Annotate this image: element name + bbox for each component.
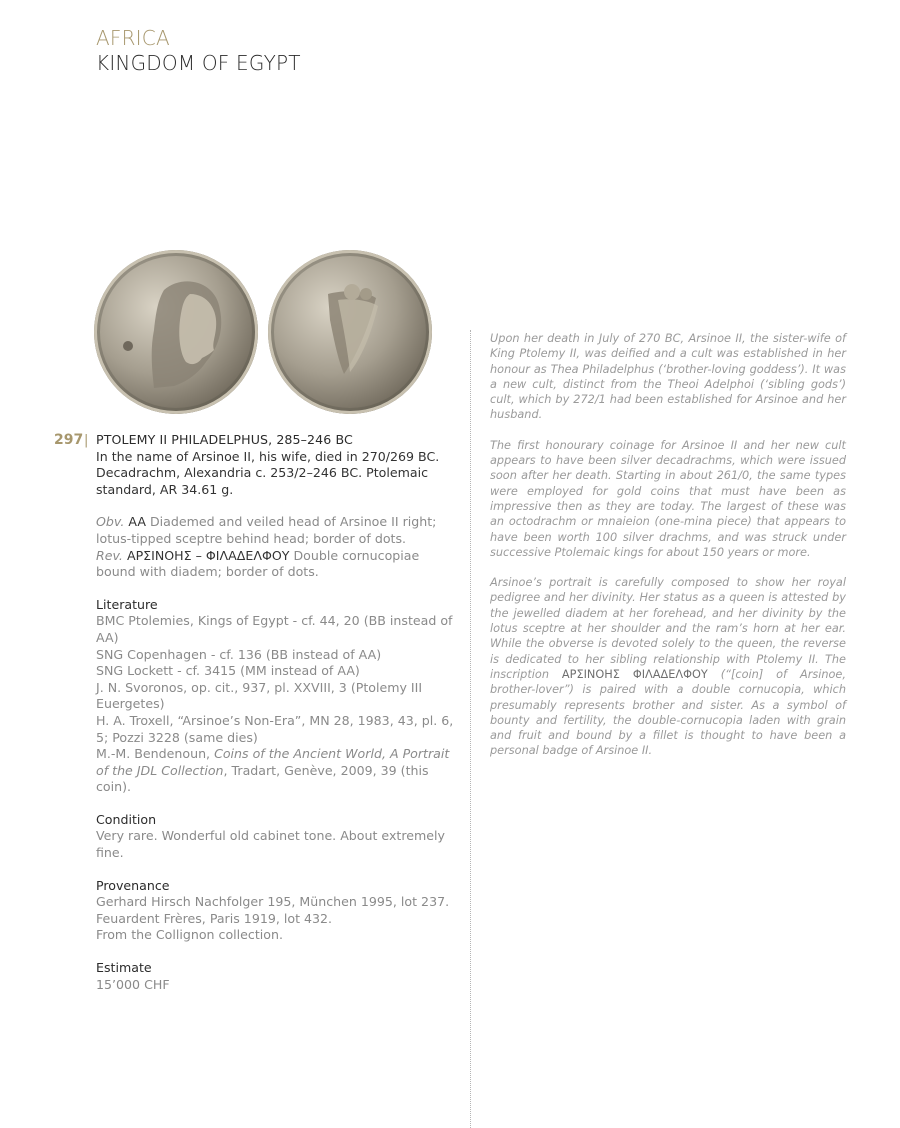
literature-entry-last [96,746,454,796]
literature-entry: BMC Ptolemies, Kings of Egypt - cf. 44, 20 (BB instead of AA) [96,613,453,645]
reverse-label: Rev. [96,547,123,563]
commentary-paragraph-2: The first honourary coinage for Arsinoe II and her new cult appears to have been silver decadrachms, which were issued soon after her death. Starting in about 261/0, the same types were employed for gold coins that must have been as impressive then as they are today. The largest of these was an octodrachm or mnaieion (one-mina piece) that appears to have been worth 100 silver drachms, and was struck under successive Ptolemaic kings for about 150 years or more. [490,438,846,559]
lot-number: 297 [54,432,84,448]
literature-entry: SNG Lockett - cf. 3415 (MM instead of AA) [96,663,360,679]
literature-entry: J. N. Svoronos, op. cit., 937, pl. XXVIII, 3 (Ptolemy III Euergetes) [96,679,423,712]
commentary-text: Arsinoe’s portrait is carefully composed to show her royal pedigree and her divinity. Her status as a queen is attested by the jewelled diadem at her forehead, and her divinity by the lotus sceptre at her shoulder and the ram’s horn at her ear. While the obverse is devoted solely to the queen, the reverse is dedicated to her sibling relationship with Ptolemy II. The inscription [490,576,846,681]
obverse-description [96,514,454,547]
page-header [96,26,301,76]
column-divider [470,330,471,1128]
lot-entry [54,432,454,993]
lot-separator: | [84,433,89,448]
estimate-heading: Estimate [96,960,152,976]
literature-citation: , Tradart, Genève, 2009, 39 (this coin). [96,762,429,795]
condition-heading: Condition [96,811,157,827]
commentary-paragraph-1: Upon her death in July of 270 BC, Arsinoe II, the sister-wife of King Ptolemy II, was deified and a cult was established in her honour as Thea Philadelphus (‘brother-loving goddess’). It was a new cult, distinct from the Theoi Adelphoi (‘sibling gods’) cult, which by 272/1 had been established for Arsinoe and her husband. [490,332,846,422]
coin-reverse-image [268,250,432,414]
obverse-text: Diademed and veiled head of Arsinoe II right; lotus-tipped sceptre behind head; border of dots. [96,514,437,546]
reverse-text: Double cornucopiae bound with diadem; border of dots. [96,547,420,580]
literature-entry: SNG Copenhagen - cf. 136 (BB instead of AA) [96,646,382,662]
estimate-value: 15’000 CHF [96,976,170,992]
provenance-entry: From the Collignon collection. [96,927,283,943]
category-heading: AFRICA [96,26,170,50]
obverse-mark: AA [128,514,146,530]
provenance-entry: Gerhard Hirsch Nachfolger 195, München 1995, lot 237. [96,894,450,910]
obverse-label: Obv. [96,514,125,530]
condition-text: Very rare. Wonderful old cabinet tone. About extremely fine. [96,828,445,861]
literature-author: M.-M. Bendenoun, [96,746,215,762]
coin-obverse-image [94,250,258,414]
double-cornucopiae-icon [268,250,432,414]
veiled-head-icon [94,250,258,414]
subcategory-heading: KINGDOM OF EGYPT [96,51,301,75]
reverse-description [96,548,454,581]
provenance-heading: Provenance [96,877,170,893]
commentary-paragraph-3 [490,575,846,759]
commentary [490,331,846,774]
commentary-text: (“[coin] of Arsinoe, brother-lover”) is paired with a double cornucopia, which presumably represents brother and sister. As a symbol of bounty and fertility, the double-cornucopia laden with grain and fruit and bound by a fillet is thought to have been a personal badge of Arsinoe II. [490,667,846,758]
coin-images [88,250,450,414]
reverse-legend: ΑΡΣΙΝΟΗΣ – ΦΙΛΑΔΕΛΦΟΥ [126,547,290,563]
provenance-entry: Feuardent Frères, Paris 1919, lot 432. [96,910,333,926]
lot-title: PTOLEMY II PHILADELPHUS, 285–246 BC [96,432,353,447]
literature-heading: Literature [96,596,158,612]
literature-book-title: Coins of the Ancient World, A Portrait of the JDL Collection [96,746,450,778]
lot-description: In the name of Arsinoe II, his wife, died in 270/269 BC. Decadrachm, Alexandria c. 253/2–246 BC. Ptolemaic standard, AR 34.61 g. [96,448,440,497]
literature-entry: H. A. Troxell, “Arsinoe’s Non-Era”, MN 28, 1983, 43, pl. 6, 5; Pozzi 3228 (same dies) [96,712,454,745]
greek-inscription: ΑΡΣΙΝΟΗΣ ΦΙΛΑΔΕΛΦΟΥ [561,667,708,681]
